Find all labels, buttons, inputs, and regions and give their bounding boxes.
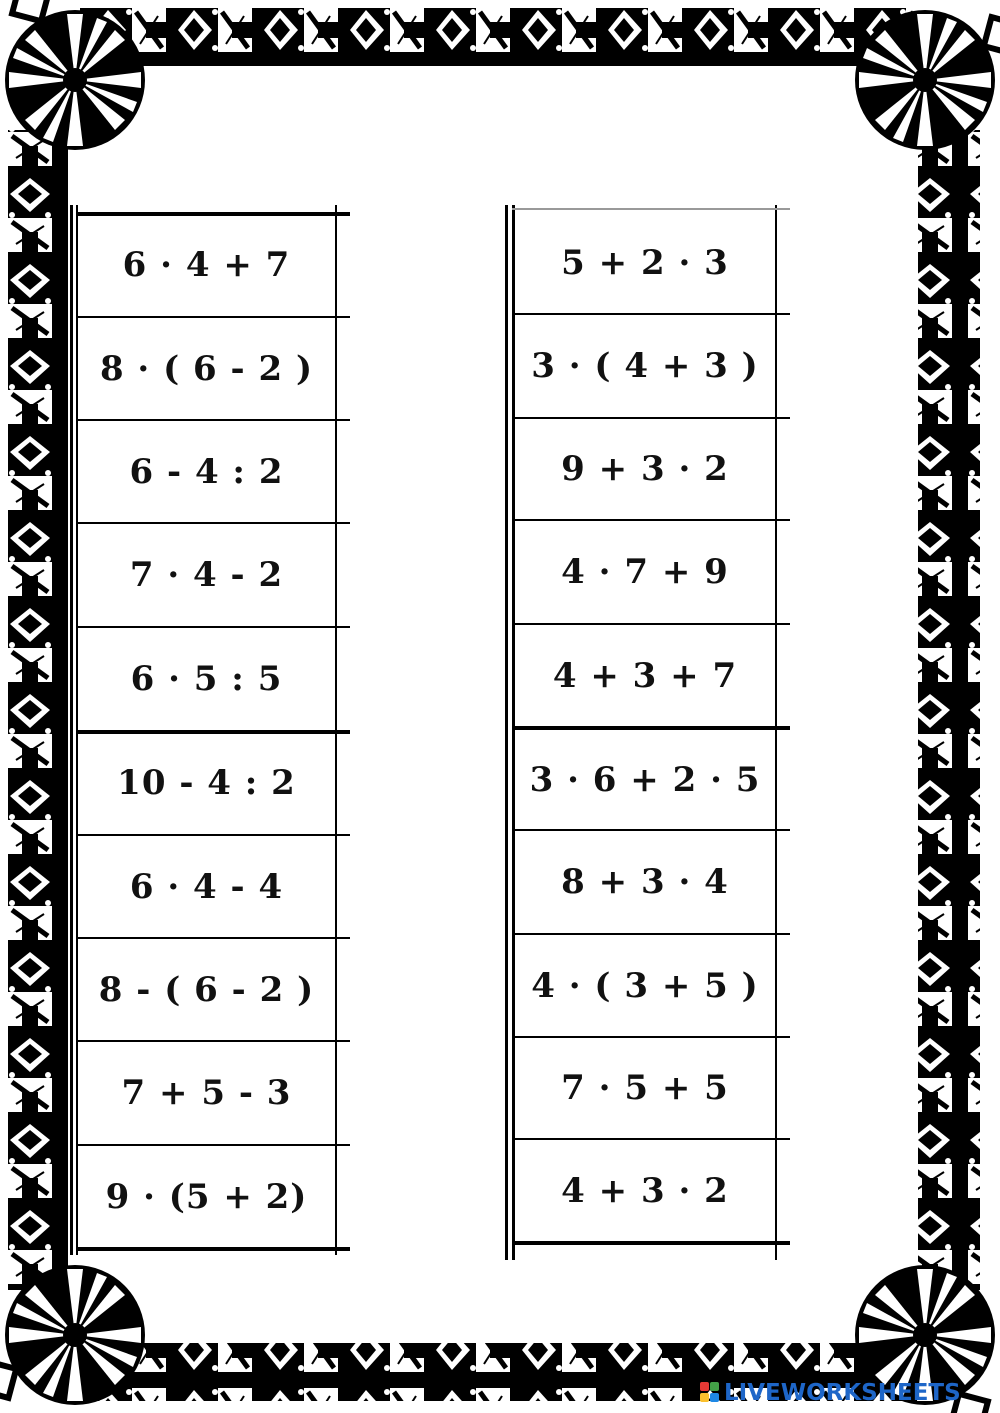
expression-cell: 7 + 5 - 3 (121, 1073, 292, 1113)
expression-cell: 10 - 4 : 2 (117, 763, 296, 803)
expression-cell: 7 · 4 - 2 (129, 555, 284, 595)
expression-cell: 4 + 3 · 2 (561, 1170, 729, 1211)
expression-cell: 4 · 7 + 9 (561, 552, 729, 592)
expression-cell: 5 + 2 · 3 (561, 243, 729, 283)
left-expression-table (70, 205, 350, 1255)
liveworksheets-logo-icon (700, 1380, 720, 1406)
expression-cell: 4 · ( 3 + 5 ) (531, 965, 759, 1006)
table-border-right (775, 205, 777, 1260)
expression-cell: 3 · 6 + 2 · 5 (529, 759, 761, 800)
row-divider (76, 1247, 350, 1251)
watermark-text: LIVEWORKSHEETS (724, 1380, 961, 1406)
right-expression-table (505, 205, 790, 1260)
table-border-left (70, 205, 73, 1255)
expression-cell: 6 · 5 : 5 (130, 659, 283, 699)
row-divider (512, 1241, 790, 1245)
expression-cell: 6 - 4 : 2 (129, 451, 284, 492)
expression-cell: 7 · 5 + 5 (561, 1068, 729, 1108)
expression-cell: 8 - ( 6 - 2 ) (98, 969, 315, 1010)
expression-cell: 9 · (5 + 2) (105, 1176, 308, 1217)
expression-cell: 8 · ( 6 - 2 ) (99, 348, 314, 389)
expression-cell: 6 · 4 - 4 (129, 866, 284, 907)
liveworksheets-watermark[interactable] (700, 1378, 961, 1408)
table-border-left (505, 205, 508, 1260)
expression-cell: 8 + 3 · 4 (561, 862, 729, 902)
row-divider (512, 208, 790, 210)
expression-cell: 6 · 4 + 7 (122, 245, 291, 285)
expression-cell: 4 + 3 + 7 (552, 655, 738, 696)
expression-cell: 3 · ( 4 + 3 ) (531, 346, 759, 386)
expression-cell: 9 + 3 · 2 (561, 449, 729, 489)
